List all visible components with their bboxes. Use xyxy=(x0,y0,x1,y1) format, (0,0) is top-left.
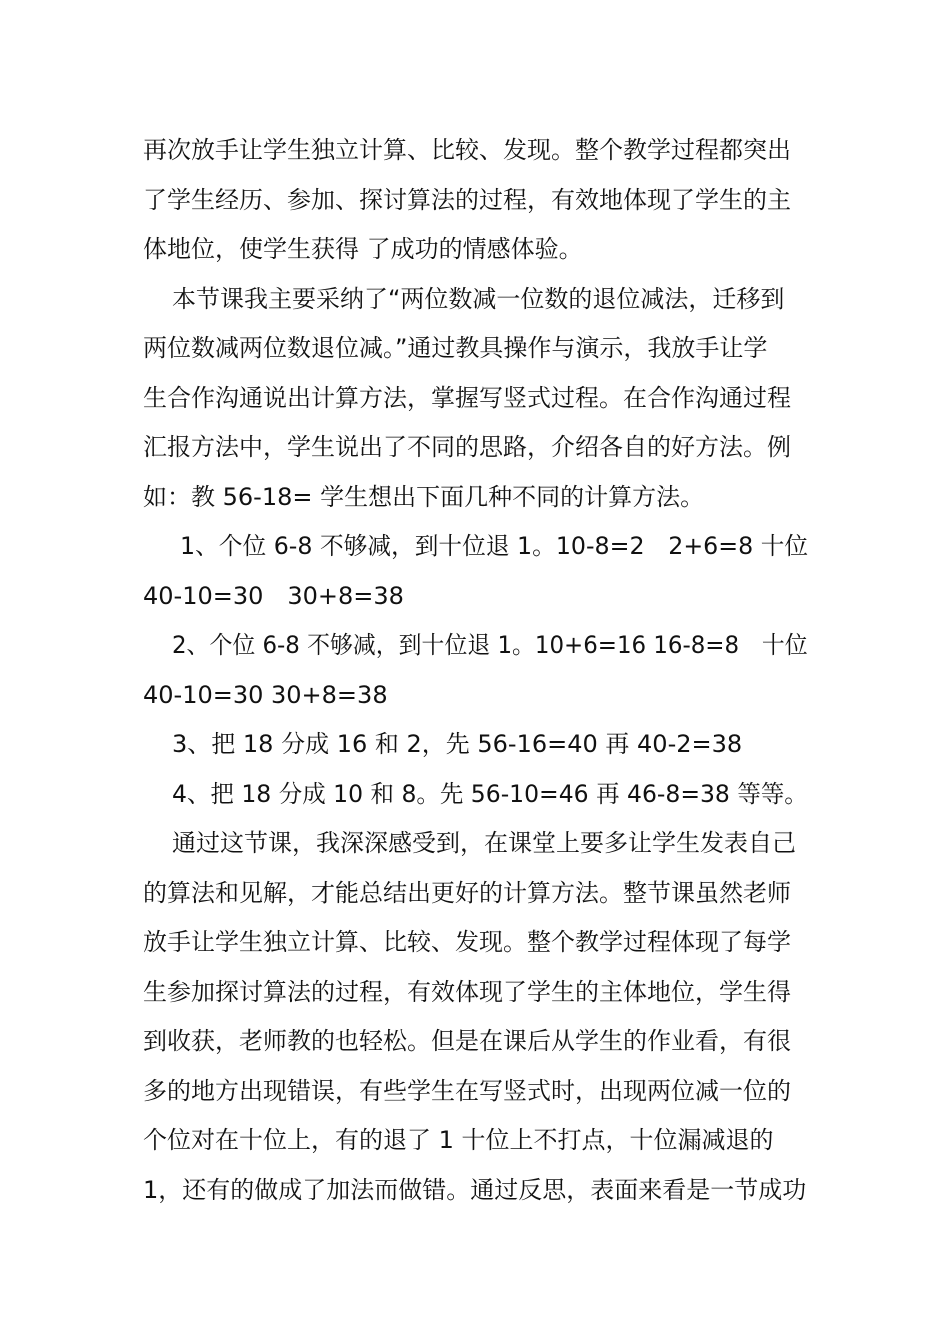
text-line: 如：教 56-18= 学生想出下面几种不同的计算方法。 xyxy=(143,483,705,511)
text-line: 多的地方出现错误，有些学生在写竖式时，出现两位减一位的 xyxy=(143,1077,791,1105)
text-line: 两位数减两位数退位减。”通过教具操作与演示，我放手让学 xyxy=(143,334,768,362)
list-item-3: 3、把 18 分成 16 和 2，先 56-16=40 再 40-2=38 xyxy=(172,730,743,758)
text-line: 到收获，老师教的也轻松。但是在课后从学生的作业看，有很 xyxy=(143,1027,791,1055)
text-line: 生合作沟通说出计算方法，掌握写竖式过程。在合作沟通过程 xyxy=(143,384,791,412)
text-line: 个位对在十位上，有的退了 1 十位上不打点，十位漏减退的 xyxy=(143,1126,774,1154)
text-line: 40-10=30 30+8=38 xyxy=(143,681,388,709)
paragraph-start-line: 本节课我主要采纳了“两位数减一位数的退位减法，迁移到 xyxy=(172,285,785,313)
list-item-2: 2、个位 6-8 不够减，到十位退 1。10+6=16 16-8=8 十位 xyxy=(172,631,808,659)
text-line: 体地位，使学生获得 了成功的情感体验。 xyxy=(143,235,583,263)
list-item-1: 1、个位 6-8 不够减，到十位退 1。10-8=2 2+6=8 十位 xyxy=(180,532,809,560)
text-line: 了学生经历、参加、探讨算法的过程，有效地体现了学生的主 xyxy=(143,186,791,214)
list-item-4: 4、把 18 分成 10 和 8。先 56-10=46 再 46-8=38 等等。 xyxy=(172,780,808,808)
text-line: 汇报方法中，学生说出了不同的思路，介绍各自的好方法。例 xyxy=(143,433,791,461)
paragraph-start-line: 通过这节课，我深深感受到，在课堂上要多让学生发表自己 xyxy=(172,829,796,857)
text-line: 生参加探讨算法的过程，有效体现了学生的主体地位，学生得 xyxy=(143,978,791,1006)
text-line: 的算法和见解，才能总结出更好的计算方法。整节课虽然老师 xyxy=(143,879,791,907)
text-line: 1，还有的做成了加法而做错。通过反思，表面来看是一节成功 xyxy=(143,1176,807,1204)
text-line: 40-10=30 30+8=38 xyxy=(143,582,404,610)
text-line: 放手让学生独立计算、比较、发现。整个教学过程体现了每学 xyxy=(143,928,791,956)
text-line: 再次放手让学生独立计算、比较、发现。整个教学过程都突出 xyxy=(143,136,791,164)
